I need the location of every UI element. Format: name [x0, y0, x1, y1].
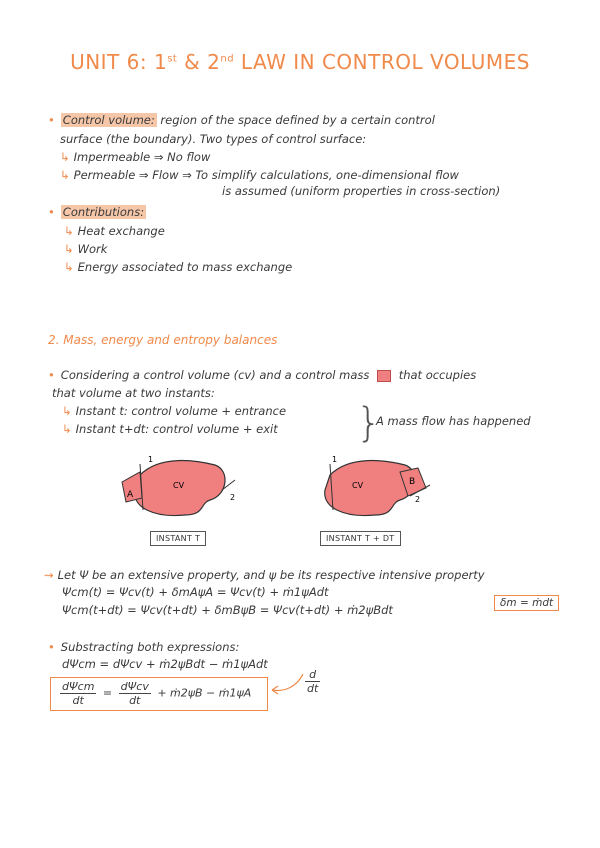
- permeable-line2: is assumed (uniform properties in cross-section): [222, 184, 501, 198]
- bullet-icon: •: [48, 113, 55, 127]
- label-1: 1: [332, 455, 338, 464]
- arrow-icon: ↳: [64, 260, 74, 274]
- permeable-line: ↳ Permeable ⇒ Flow ⇒ To simplify calculations, one-dimensional flow: [60, 168, 459, 182]
- instant-tdt-line: ↳ Instant t+dt: control volume + exit: [62, 422, 278, 436]
- label-1: 1: [148, 455, 154, 464]
- cv-diagram-instant-t: [110, 450, 260, 525]
- label-b: B: [409, 477, 416, 487]
- instant-t-line: ↳ Instant t: control volume + entrance: [62, 404, 287, 418]
- bullet-icon: •: [48, 368, 55, 382]
- label-a: A: [127, 490, 134, 500]
- cv-diagram-instant-tdt: [300, 450, 450, 525]
- impermeable-line: ↳ Impermeable ⇒ No flow: [60, 150, 211, 164]
- arrow-icon: ↳: [64, 224, 74, 238]
- section-heading: 2. Mass, energy and entropy balances: [48, 333, 278, 347]
- contrib-item: ↳ Work: [64, 242, 108, 256]
- page-title: UNIT 6: 1st & 2nd LAW IN CONTROL VOLUMES: [70, 50, 530, 74]
- mass-flow-result: A mass flow has happened: [376, 414, 531, 428]
- dm-box: δm = ṁdt: [494, 595, 559, 611]
- brace-icon: }: [356, 400, 382, 446]
- cv-term: Control volume:: [62, 113, 155, 127]
- final-equation-box: $\frac{\text{dΨcm}}{dt}$ = $\frac{\text{dΨcv}}{dt}$ + ṁ2ψB − ṁ1ψA: [50, 677, 268, 711]
- label-2: 2: [230, 493, 236, 502]
- label-2: 2: [415, 495, 421, 504]
- subtract-equation: dΨcm = dΨcv + ṁ2ψBdt − ṁ1ψAdt: [62, 657, 268, 671]
- equation-2: Ψcm(t+dt) = Ψcv(t+dt) + δmBψB = Ψcv(t+dt) + ṁ2ψBdt: [62, 603, 393, 617]
- contributions-heading: • Contributions:: [48, 205, 145, 219]
- arrow-icon: ↳: [64, 242, 74, 256]
- bullet-icon: •: [48, 205, 55, 219]
- subtract-line: • Substracting both expressions:: [48, 640, 240, 654]
- bullet-icon: •: [48, 640, 55, 654]
- arrow-icon: ↳: [62, 422, 72, 436]
- cv-definition-line1: [48, 113, 435, 127]
- contrib-item: ↳ Heat exchange: [64, 224, 165, 238]
- cv-definition-line2: surface (the boundary). Two types of control surface:: [60, 132, 367, 146]
- arrow-icon: ↳: [62, 404, 72, 418]
- extensive-line: ⇝ Let Ψ be an extensive property, and ψ be its respective intensive property: [44, 568, 485, 582]
- control-mass-swatch: [377, 370, 391, 382]
- consider-line2: that volume at two instants:: [52, 386, 215, 400]
- instant-t-label: INSTANT T: [150, 531, 206, 546]
- arrow-icon: ↳: [60, 150, 70, 164]
- arrow-icon: ↳: [60, 168, 70, 182]
- equation-1: Ψcm(t) = Ψcv(t) + δmAψA = Ψcv(t) + ṁ1ψAdt: [62, 585, 329, 599]
- arrow-icon: ⇝: [44, 568, 54, 582]
- d-dt-operator: $\frac{d}{dt}$: [307, 668, 319, 695]
- label-cv: CV: [173, 481, 185, 490]
- contrib-item: ↳ Energy associated to mass exchange: [64, 260, 293, 274]
- cv-def-text: region of the space defined by a certain control: [160, 113, 435, 127]
- instant-tdt-label: INSTANT T + DT: [320, 531, 401, 546]
- consider-line1: • Considering a control volume (cv) and a control mass that occupies: [48, 368, 477, 382]
- label-cv: CV: [352, 481, 364, 490]
